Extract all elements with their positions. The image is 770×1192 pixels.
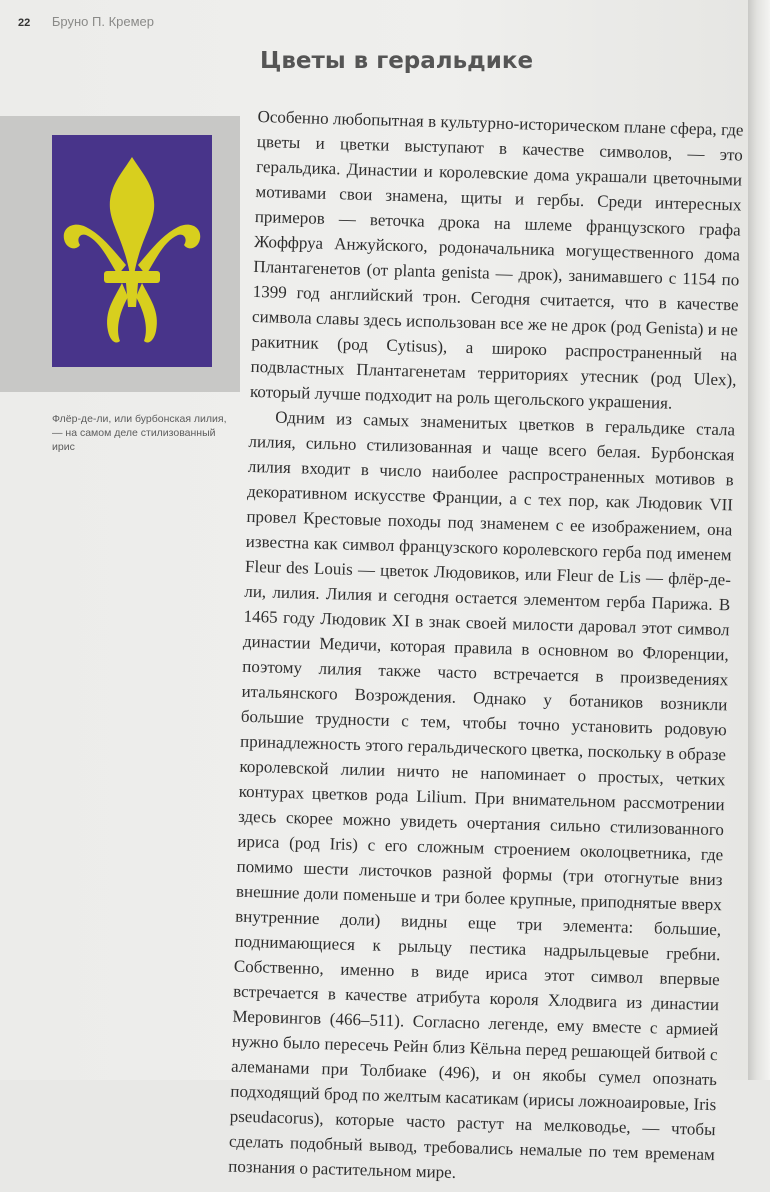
page-number: 22 bbox=[18, 17, 31, 29]
running-header bbox=[18, 14, 154, 29]
paragraph-1: Особенно любопытная в культурно-историческом плане сфера, где цветы и цветки выступают в качестве символов, — это геральдика. Династии и королевские дома украшали цветочными мотивами свои знамена, щиты и гербы. Среди интересных примеров — веточка дрока на шлеме французского графа Жоффруа Анжуйского, родоначальника могущественного дома Плантагенетов (от planta genista — дрок), занимавшего с 1154 по 1399 год английский трон. Сегодня считается, что в качестве символа славы здесь использован все же не дрок (род Genista) и не ракитник (род Cytisus), а широко распространенный на подвластных Плантагенетам территориях утесник (род Ulex), который лучше подходит на роль щегольского украшения. bbox=[249, 106, 744, 413]
fleur-de-lis-icon bbox=[52, 135, 212, 367]
figure-caption: Флёр-де-ли, или бурбонская лилия, — на самом деле стилизованный ирис bbox=[52, 413, 227, 453]
page-edge bbox=[748, 0, 770, 1080]
page-title: Цветы в геральдике bbox=[260, 48, 534, 74]
running-author: Бруно П. Кремер bbox=[51, 14, 155, 29]
paragraph-2: Одним из самых знаменитых цветков в геральдике стала лилия, сильно стилизованная и чаще всего белая. Бурбонская лилия входит в число наиболее распространенных мотивов в декоративном искусстве Франции, а с тех пор, как Людовик VII провел Крестовые походы под знаменем с ее изображением, она известна как символ французского королевского герба под именем Fleur des Louis — цветок Людовиков, или Fleur de Lis — флёр-де-ли, лилия. Лилия и сегодня остается элементом герба Парижа. В 1465 году Людовик XI в знак своей милости даровал этот символ династии Медичи, которая правила в основном во Флоренции, поэтому лилия также часто встречается в произведениях итальянского Возрождения. Однако у ботаников возникли большие трудности с тем, чтобы точно установить родовую принадлежность этого геральдического цветка, поскольку в образе королевской лилии ничто не напоминает о простых, четких контурах цветков рода Lilium. При внимательном рассмотрении здесь скорее можно увидеть очертания сильно стилизованного ириса (род Iris) с его сложным строением околоцветника, где помимо шести листочков разной формы (три отогнутые вниз внешние доли поменьше и три более крупные, приподнятые вверх внутренние доли) видны еще три элемента: большие, поднимающиеся к рыльцу пестика надрыльцевые гребни. Собственно, именно в виде ириса этот символ впервые встречается в качестве атрибута короля Хлодвига из династии Меровингов (466–511). Согласно легенде, ему вместе с армией нужно было пересечь Рейн близ Кёльна перед решающей битвой с алеманами при Толбиаке (496), и он якобы сумел опознать подходящий брод по желтым касатикам (ирисы ложноаировые, Iris pseudacorus), которые часто растут на мелководье, — чтобы сделать подобный вывод, требовались немалые по тем временам познания о растительном мире. bbox=[228, 407, 736, 1182]
article-body bbox=[228, 104, 744, 1192]
fleur-de-lis-figure bbox=[52, 135, 212, 367]
